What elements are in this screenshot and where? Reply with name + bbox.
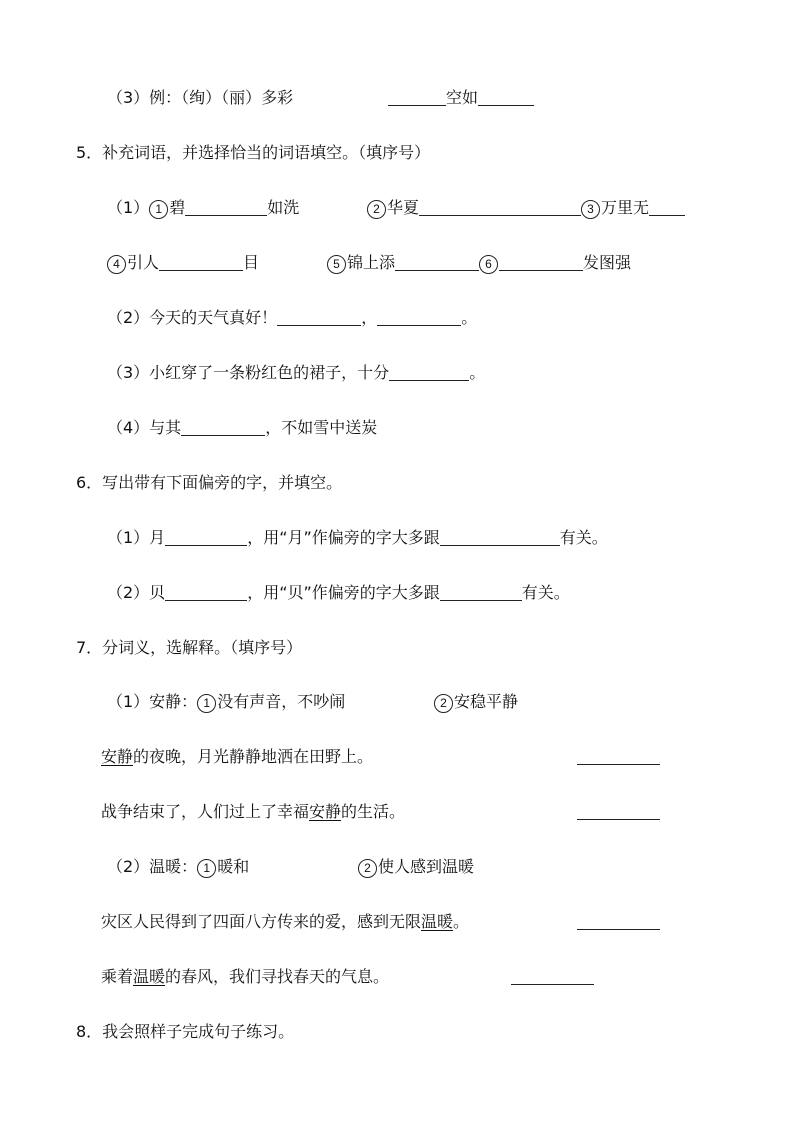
circled-number: 2 bbox=[358, 859, 377, 878]
q5-p1-prefix: （1） bbox=[107, 198, 150, 217]
sentence-text: （2）温暖： bbox=[107, 857, 198, 876]
underlined-word: 温暖 bbox=[133, 967, 166, 986]
sentence-text: 。 bbox=[469, 363, 486, 382]
circled-number: 6 bbox=[479, 255, 498, 274]
sentence-text: （3）小红穿了一条粉红色的裙子，十分 bbox=[107, 363, 390, 382]
definition-text: 安稳平静 bbox=[454, 692, 519, 711]
circled-number: 2 bbox=[434, 694, 453, 713]
q7-g1-label bbox=[107, 692, 345, 714]
word-part: 如洗 bbox=[267, 198, 300, 217]
q5-p2 bbox=[107, 308, 477, 330]
fill-blank[interactable] bbox=[389, 364, 469, 381]
circled-number: 5 bbox=[327, 255, 346, 274]
q7-g1-opt2 bbox=[434, 692, 518, 714]
q4-3-line bbox=[107, 88, 293, 110]
word-part: 碧 bbox=[169, 198, 186, 217]
sentence-text: 战争结束了，人们过上了幸福 bbox=[101, 802, 310, 821]
fill-blank[interactable] bbox=[181, 419, 265, 436]
circled-number: 3 bbox=[581, 200, 600, 219]
sentence-text: （1）安静： bbox=[107, 692, 198, 711]
sentence-text: （2）今天的天气真好！ bbox=[107, 308, 278, 327]
q8-title bbox=[76, 1022, 294, 1044]
fill-blank[interactable] bbox=[277, 309, 361, 326]
answer-blank[interactable] bbox=[577, 819, 660, 820]
circled-number: 2 bbox=[367, 200, 386, 219]
sentence-text: 乘着 bbox=[101, 967, 134, 986]
fill-blank[interactable] bbox=[159, 254, 243, 271]
underlined-word: 安静 bbox=[309, 802, 342, 821]
sentence-text: 的夜晚，月光静静地洒在田野上。 bbox=[133, 747, 374, 766]
q5-words-row2 bbox=[107, 253, 259, 275]
sentence-text: （2）贝 bbox=[107, 583, 166, 602]
word-part: 华夏 bbox=[387, 198, 420, 217]
sentence-text: ，用“月”作偏旁的字大多跟 bbox=[247, 528, 440, 547]
q5-words-row2b bbox=[327, 253, 631, 275]
sentence-text: ， bbox=[361, 308, 378, 327]
word-part: 目 bbox=[243, 253, 260, 272]
sentence-text: ，用“贝”作偏旁的字大多跟 bbox=[247, 583, 440, 602]
fill-blank[interactable] bbox=[165, 584, 247, 601]
fill-blank[interactable] bbox=[478, 89, 534, 106]
q4-3-blanks bbox=[388, 88, 534, 110]
word-part: 引人 bbox=[127, 253, 160, 272]
fill-blank[interactable] bbox=[377, 309, 461, 326]
fill-blank[interactable] bbox=[419, 199, 581, 216]
sentence-text: ，不如雪中送炭 bbox=[265, 418, 378, 437]
answer-blank[interactable] bbox=[577, 764, 660, 765]
q6-l2 bbox=[107, 583, 570, 605]
q7-s2 bbox=[101, 802, 405, 824]
underlined-word: 安静 bbox=[101, 747, 134, 766]
answer-blank[interactable] bbox=[577, 929, 660, 930]
q5-title bbox=[76, 143, 430, 165]
q5-title-text: 5．补充词语，并选择恰当的词语填空。（填序号） bbox=[76, 143, 431, 162]
q5-p4 bbox=[107, 418, 377, 440]
word-part: 锦上添 bbox=[347, 253, 396, 272]
fill-blank[interactable] bbox=[440, 529, 560, 546]
q5-words-row1b bbox=[367, 198, 685, 220]
sentence-text: （4）与其 bbox=[107, 418, 182, 437]
fill-blank[interactable] bbox=[185, 199, 267, 216]
q4-3-mid: 空如 bbox=[446, 88, 479, 107]
sentence-text: 有关。 bbox=[521, 583, 570, 602]
sentence-text: 有关。 bbox=[559, 528, 608, 547]
q7-g2-opt2 bbox=[358, 857, 474, 879]
fill-blank[interactable] bbox=[649, 199, 685, 216]
q8-title-text: 8．我会照样子完成句子练习。 bbox=[76, 1022, 295, 1041]
q7-g2-label bbox=[107, 857, 249, 879]
circled-number: 1 bbox=[197, 694, 216, 713]
q5-p3 bbox=[107, 363, 485, 385]
q7-title bbox=[76, 638, 302, 660]
word-part: 万里无 bbox=[601, 198, 650, 217]
q6-title-text: 6．写出带有下面偏旁的字，并填空。 bbox=[76, 473, 343, 492]
q7-s3 bbox=[101, 912, 469, 934]
fill-blank[interactable] bbox=[395, 254, 479, 271]
q7-title-text: 7．分词义，选解释。（填序号） bbox=[76, 638, 303, 657]
sentence-text: 的生活。 bbox=[341, 802, 406, 821]
q7-s4 bbox=[101, 967, 389, 989]
circled-number: 1 bbox=[149, 200, 168, 219]
answer-blank[interactable] bbox=[511, 984, 594, 985]
sentence-text: 灾区人民得到了四面八方传来的爱，感到无限 bbox=[101, 912, 422, 931]
sentence-text: 。 bbox=[461, 308, 478, 327]
fill-blank[interactable] bbox=[388, 89, 446, 106]
definition-text: 没有声音，不吵闹 bbox=[217, 692, 346, 711]
q6-l1 bbox=[107, 528, 608, 550]
sentence-text: 的春风，我们寻找春天的气息。 bbox=[165, 967, 390, 986]
definition-text: 使人感到温暖 bbox=[378, 857, 475, 876]
q7-s1 bbox=[101, 747, 373, 769]
fill-blank[interactable] bbox=[499, 254, 583, 271]
q6-title bbox=[76, 473, 342, 495]
q5-words-row1 bbox=[107, 198, 299, 220]
fill-blank[interactable] bbox=[165, 529, 247, 546]
circled-number: 4 bbox=[107, 255, 126, 274]
q4-3-label: （3）例：（绚）（丽）多彩 bbox=[107, 88, 294, 107]
circled-number: 1 bbox=[197, 859, 216, 878]
word-part: 发图强 bbox=[583, 253, 632, 272]
sentence-text: 。 bbox=[453, 912, 470, 931]
sentence-text: （1）月 bbox=[107, 528, 166, 547]
definition-text: 暖和 bbox=[217, 857, 250, 876]
underlined-word: 温暖 bbox=[421, 912, 454, 931]
fill-blank[interactable] bbox=[440, 584, 522, 601]
